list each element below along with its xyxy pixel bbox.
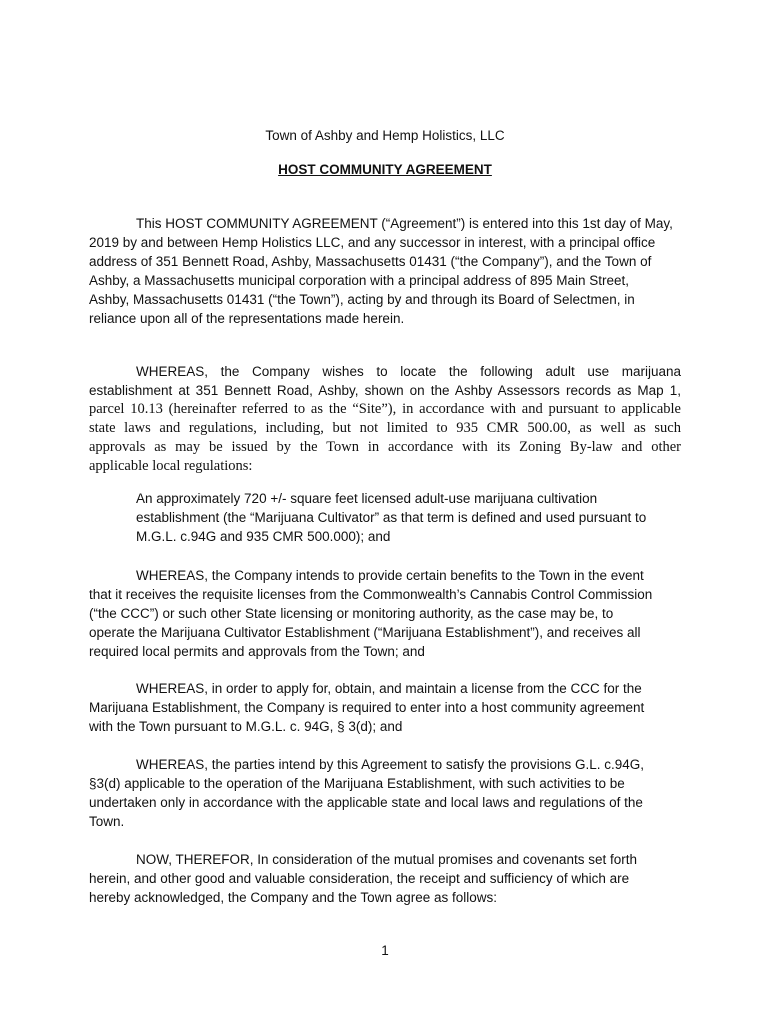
now-line: NOW, THEREFOR, In consideration of the mutual promises and covenants set forth	[136, 852, 637, 867]
whereas-line: approvals as may be issued by the Town in accordance with its Zoning By-law and other	[89, 439, 681, 455]
page-number: 1	[381, 943, 389, 958]
agreement-heading: HOST COMMUNITY AGREEMENT	[278, 162, 492, 177]
intro-line: This HOST COMMUNITY AGREEMENT (“Agreement”) is entered into this 1st day of May,	[136, 216, 673, 231]
document-title: Town of Ashby and Hemp Holistics, LLC	[265, 128, 505, 143]
whereas-line: required local permits and approvals from the Town; and	[89, 644, 425, 659]
whereas-line: §3(d) applicable to the operation of the Marijuana Establishment, with such activities to be	[89, 776, 625, 791]
whereas-line: that it receives the requisite licenses from the Commonwealth’s Cannabis Control Commission	[89, 587, 653, 602]
intro-line: address of 351 Bennett Road, Ashby, Massachusetts 01431 (“the Company”), and the Town of	[89, 254, 652, 269]
whereas-line: WHEREAS, the Company intends to provide certain benefits to the Town in the event	[136, 568, 644, 583]
whereas-line: (“the CCC”) or such other State licensing or monitoring authority, as the case may be, to	[89, 606, 614, 621]
whereas-line: undertaken only in accordance with the applicable state and local laws and regulations of the	[89, 795, 643, 810]
intro-line: Ashby, Massachusetts 01431 (“the Town”), acting by and through its Board of Selectmen, in	[89, 292, 635, 307]
whereas-line: state laws and regulations, including, but not limited to 935 CMR 500.00, as well as such	[89, 420, 681, 436]
whereas-line: parcel 10.13 (hereinafter referred to as the “Site”), in accordance with and pursuant to applicable	[89, 401, 681, 417]
whereas-location-paragraph	[89, 362, 681, 476]
now-line: herein, and other good and valuable consideration, the receipt and sufficiency of which are	[89, 871, 630, 886]
whereas-line: Town.	[89, 814, 125, 829]
whereas-provisions-paragraph	[89, 755, 681, 831]
whereas-line: WHEREAS, the parties intend by this Agreement to satisfy the provisions G.L. c.94G,	[136, 757, 644, 772]
intro-line: reliance upon all of the representations made herein.	[89, 311, 405, 326]
whereas-line: establishment at 351 Bennett Road, Ashby, shown on the Ashby Assessors records as Map 1,	[89, 383, 681, 398]
whereas-line: applicable local regulations:	[89, 458, 253, 474]
now-therefore-paragraph	[89, 850, 681, 907]
establishment-line: establishment (the “Marijuana Cultivator” as that term is defined and used pursuant to	[136, 510, 647, 525]
intro-line: Ashby, a Massachusetts municipal corporation with a principal address of 895 Main Street,	[89, 273, 630, 288]
establishment-description	[136, 489, 681, 546]
whereas-license-paragraph	[89, 679, 681, 736]
whereas-line: with the Town pursuant to M.G.L. c. 94G, § 3(d); and	[89, 719, 403, 734]
establishment-line: M.G.L. c.94G and 935 CMR 500.000); and	[136, 529, 391, 544]
whereas-line: Marijuana Establishment, the Company is required to enter into a host community agreement	[89, 700, 645, 715]
whereas-benefits-paragraph	[89, 566, 681, 661]
establishment-line: An approximately 720 +/- square feet licensed adult-use marijuana cultivation	[136, 491, 598, 506]
intro-line: 2019 by and between Hemp Holistics LLC, and any successor in interest, with a principal office	[89, 235, 656, 250]
whereas-line: WHEREAS, in order to apply for, obtain, and maintain a license from the CCC for the	[136, 681, 642, 696]
whereas-line: operate the Marijuana Cultivator Establishment (“Marijuana Establishment”), and receives all	[89, 625, 641, 640]
now-line: hereby acknowledged, the Company and the Town agree as follows:	[89, 890, 498, 905]
whereas-line: WHEREAS, the Company wishes to locate the following adult use marijuana	[136, 364, 681, 379]
intro-paragraph	[89, 214, 681, 328]
